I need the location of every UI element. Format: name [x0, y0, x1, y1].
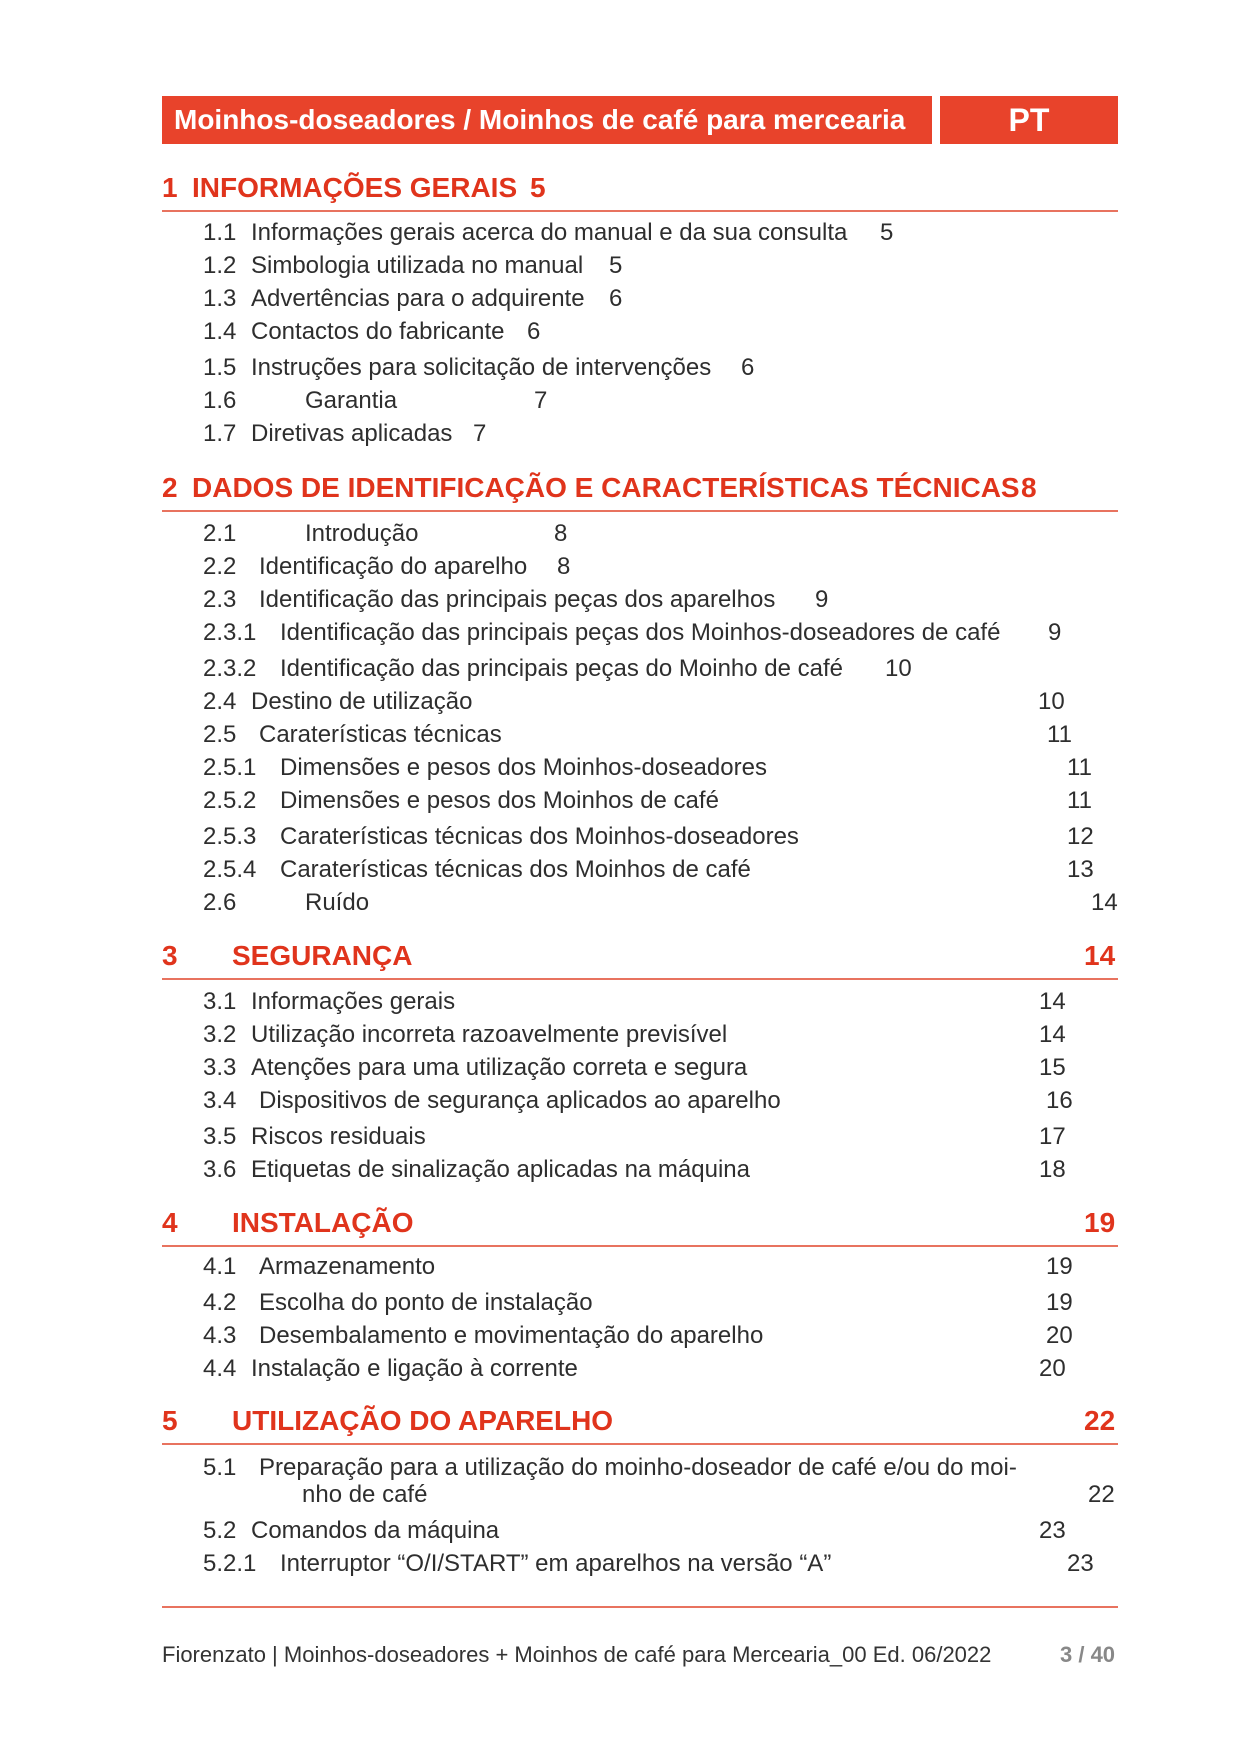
language-badge: PT	[940, 96, 1118, 144]
entry-title: Armazenamento	[259, 1253, 436, 1280]
entry-title-continuation: nho de café	[302, 1481, 428, 1508]
entry-number: 2.5.1	[203, 754, 257, 781]
entry-page: 15	[1039, 1054, 1066, 1081]
entry-number: 5.2	[203, 1517, 237, 1544]
section-page: 22	[1084, 1405, 1116, 1436]
entry-title: Identificação das principais peças dos aparelhos	[259, 586, 776, 613]
entry-page: 13	[1067, 856, 1094, 883]
entry-page: 17	[1039, 1123, 1066, 1150]
entry-number: 2.5.4	[203, 856, 257, 883]
entry-title: Identificação das principais peças do Moinho de café	[280, 655, 844, 682]
entry-title: Diretivas aplicadas	[251, 420, 453, 447]
entry-page: 23	[1039, 1517, 1066, 1544]
entry-title: Ruído	[305, 889, 370, 916]
section-title: UTILIZAÇÃO DO APARELHO	[232, 1405, 614, 1436]
toc-section-4[interactable]	[162, 1201, 1118, 1247]
entry-page: 8	[557, 553, 571, 580]
entry-number: 5.1	[203, 1454, 237, 1481]
section-page: 14	[1084, 940, 1116, 971]
entry-title: Desembalamento e movimentação do aparelho	[259, 1322, 764, 1349]
entry-title: Informações gerais acerca do manual e da sua consulta	[251, 219, 848, 246]
entry-title: Garantia	[305, 387, 398, 414]
entry-title: Interruptor “O/I/START” em aparelhos na versão “A”	[280, 1550, 832, 1577]
entry-title: Caraterísticas técnicas	[259, 721, 502, 748]
entry-title: Comandos da máquina	[251, 1517, 500, 1544]
entry-title: Dispositivos de segurança aplicados ao aparelho	[259, 1087, 781, 1114]
entry-number: 3.3	[203, 1054, 237, 1081]
entry-page: 20	[1039, 1355, 1066, 1382]
toc-section-2[interactable]	[162, 466, 1118, 512]
entry-number: 2.3.2	[203, 655, 257, 682]
entry-title: Introdução	[305, 520, 419, 547]
entry-page: 19	[1046, 1289, 1073, 1316]
footer-text: Fiorenzato | Moinhos-doseadores + Moinhos de café para Mercearia_00 Ed. 06/2022	[162, 1642, 992, 1667]
entry-page: 14	[1039, 1021, 1066, 1048]
entry-title: Preparação para a utilização do moinho-doseador de café e/ou do moi-	[259, 1454, 1017, 1481]
section-number: 4	[162, 1207, 178, 1238]
entry-title: Destino de utilização	[251, 688, 473, 715]
entry-page: 9	[1048, 619, 1062, 646]
entry-number: 2.1	[203, 520, 237, 547]
entry-number: 1.3	[203, 285, 237, 312]
entry-title: Identificação do aparelho	[259, 553, 528, 580]
entry-page: 6	[527, 318, 541, 345]
entry-number: 2.5.2	[203, 787, 257, 814]
section-page: 19	[1084, 1207, 1116, 1238]
entry-page: 5	[609, 252, 623, 279]
section-number: 3	[162, 940, 178, 971]
entry-number: 2.5	[203, 721, 237, 748]
toc-section-1[interactable]	[162, 166, 1118, 212]
section-number: 1	[162, 172, 178, 203]
entry-page: 23	[1067, 1550, 1094, 1577]
entry-number: 2.2	[203, 553, 237, 580]
entry-number: 1.5	[203, 354, 237, 381]
section-title: INSTALAÇÃO	[232, 1207, 414, 1238]
entry-number: 5.2.1	[203, 1550, 257, 1577]
section-title: DADOS DE IDENTIFICAÇÃO E CARACTERÍSTICAS TÉCNICAS	[192, 472, 1020, 503]
section-page: 5	[530, 172, 546, 203]
entry-page: 20	[1046, 1322, 1073, 1349]
entry-title: Informações gerais	[251, 988, 456, 1015]
entry-number: 1.2	[203, 252, 237, 279]
entry-page: 22	[1088, 1481, 1115, 1508]
entry-title: Identificação das principais peças dos Moinhos-doseadores de café	[280, 619, 1001, 646]
entry-page: 14	[1091, 889, 1118, 916]
entry-number: 4.4	[203, 1355, 237, 1382]
toc-section-3[interactable]	[162, 934, 1118, 980]
entry-number: 2.6	[203, 889, 237, 916]
entry-page: 19	[1046, 1253, 1073, 1280]
entry-number: 4.1	[203, 1253, 237, 1280]
document-header-title: Moinhos-doseadores / Moinhos de café para mercearia	[162, 96, 932, 144]
entry-title: Contactos do fabricante	[251, 318, 505, 345]
entry-page: 7	[473, 420, 487, 447]
entry-page: 16	[1046, 1087, 1073, 1114]
entry-title: Instruções para solicitação de intervenções	[251, 354, 712, 381]
section-number: 5	[162, 1405, 178, 1436]
entry-page: 9	[815, 586, 829, 613]
section-title: SEGURANÇA	[232, 940, 413, 971]
entry-page: 11	[1067, 754, 1092, 781]
entry-title: Riscos residuais	[251, 1123, 426, 1150]
entry-number: 2.4	[203, 688, 237, 715]
entry-page: 11	[1067, 787, 1092, 814]
entry-number: 1.6	[203, 387, 237, 414]
entry-number: 3.2	[203, 1021, 237, 1048]
entry-page: 11	[1047, 721, 1072, 748]
entry-title: Etiquetas de sinalização aplicadas na máquina	[251, 1156, 750, 1183]
entry-title: Dimensões e pesos dos Moinhos-doseadores	[280, 754, 767, 781]
entry-page: 18	[1039, 1156, 1066, 1183]
entry-number: 2.3	[203, 586, 237, 613]
section-title: INFORMAÇÕES GERAIS	[192, 172, 518, 203]
entry-number: 3.6	[203, 1156, 237, 1183]
entry-title: Atenções para uma utilização correta e segura	[251, 1054, 748, 1081]
section-page: 8	[1021, 472, 1037, 503]
entry-title: Caraterísticas técnicas dos Moinhos de café	[280, 856, 751, 883]
entry-number: 3.5	[203, 1123, 237, 1150]
entry-number: 4.3	[203, 1322, 237, 1349]
entry-title: Escolha do ponto de instalação	[259, 1289, 593, 1316]
entry-page: 8	[554, 520, 568, 547]
entry-page: 12	[1067, 823, 1094, 850]
entry-number: 1.7	[203, 420, 237, 447]
entry-title: Simbologia utilizada no manual	[251, 252, 584, 279]
entry-number: 1.4	[203, 318, 237, 345]
entry-number: 3.1	[203, 988, 237, 1015]
section-number: 2	[162, 472, 178, 503]
page-number: 3 / 40	[1060, 1642, 1116, 1667]
entry-page: 6	[609, 285, 623, 312]
toc-section-5[interactable]	[162, 1399, 1118, 1445]
entry-page: 10	[885, 655, 912, 682]
entry-number: 2.5.3	[203, 823, 257, 850]
entry-page: 6	[741, 354, 755, 381]
entry-title: Utilização incorreta razoavelmente previsível	[251, 1021, 728, 1048]
entry-page: 5	[880, 219, 894, 246]
entry-title: Caraterísticas técnicas dos Moinhos-doseadores	[280, 823, 799, 850]
entry-title: Instalação e ligação à corrente	[251, 1355, 578, 1382]
entry-number: 4.2	[203, 1289, 237, 1316]
entry-page: 7	[534, 387, 548, 414]
entry-number: 3.4	[203, 1087, 237, 1114]
entry-number: 1.1	[203, 219, 237, 246]
entry-number: 2.3.1	[203, 619, 257, 646]
entry-page: 10	[1038, 688, 1065, 715]
entry-title: Dimensões e pesos dos Moinhos de café	[280, 787, 719, 814]
entry-title: Advertências para o adquirente	[251, 285, 585, 312]
entry-page: 14	[1039, 988, 1066, 1015]
footer-divider	[162, 1606, 1118, 1608]
